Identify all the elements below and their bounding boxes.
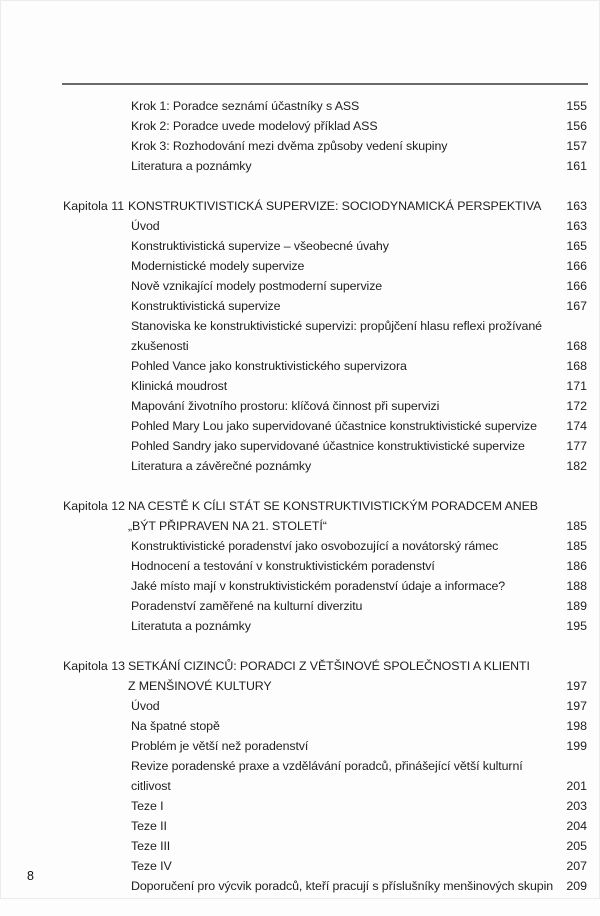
entry-title: Teze III (131, 839, 171, 853)
toc-entry[interactable] (0, 576, 600, 596)
toc-entry[interactable] (0, 136, 600, 156)
entry-page-number: 167 (566, 299, 587, 313)
toc-entry[interactable] (0, 276, 600, 296)
entry-page-number: 163 (566, 219, 587, 233)
toc-entry[interactable] (0, 356, 600, 376)
entry-page-number: 165 (566, 239, 587, 253)
entry-page-number: 199 (566, 739, 587, 753)
chapter-heading[interactable] (0, 196, 600, 216)
entry-title: Mapování životního prostoru: klíčová činnost při supervizi (131, 399, 440, 413)
toc-entry[interactable] (0, 416, 600, 436)
entry-title: citlivost (131, 779, 171, 793)
entry-title: Poradenství zaměřené na kulturní diverzitu (131, 599, 363, 613)
entry-page-number: 189 (566, 599, 587, 613)
chapter-heading-continued[interactable] (0, 516, 600, 536)
entry-page-number: 182 (566, 459, 587, 473)
entry-page-number: 155 (566, 99, 587, 113)
toc-entry[interactable] (0, 236, 600, 256)
entry-page-number: 157 (566, 139, 587, 153)
entry-title: zkušenosti (131, 339, 189, 353)
toc-chapter-section (0, 196, 600, 476)
toc-entry[interactable] (0, 836, 600, 856)
entry-title: Pohled Sandry jako supervidované účastnice konstruktivistické supervize (131, 439, 525, 453)
chapter-title: Z MENŠINOVÉ KULTURY (128, 679, 272, 693)
entry-title: Teze I (131, 799, 164, 813)
entry-title: Klinická moudrost (131, 379, 228, 393)
entry-title: Na špatné stopě (131, 719, 220, 733)
entry-title: Doporučení pro výcvik poradců, kteří pracují s příslušníky menšinových skupin (131, 879, 553, 893)
entry-title: Pohled Vance jako konstruktivistického supervizora (131, 359, 407, 373)
toc-entry[interactable] (0, 736, 600, 756)
entry-title: Nově vznikající modely postmoderní supervize (131, 279, 383, 293)
toc-entry[interactable] (0, 816, 600, 836)
toc-entry[interactable] (0, 596, 600, 616)
toc-entry[interactable] (0, 156, 600, 176)
entry-title: Literatuta a poznámky (131, 619, 251, 633)
entry-title: Konstruktivistické poradenství jako osvobozující a novátorský rámec (131, 539, 499, 553)
entry-page-number: 171 (566, 379, 587, 393)
toc-entry[interactable] (0, 116, 600, 136)
entry-page-number: 161 (566, 159, 587, 173)
toc-entry[interactable] (0, 556, 600, 576)
header-rule (62, 83, 588, 85)
chapter-page-number: 197 (566, 679, 587, 693)
label-column (63, 496, 128, 516)
entry-page-number: 201 (566, 779, 587, 793)
label-column (63, 196, 128, 216)
toc-entry[interactable] (0, 716, 600, 736)
toc-entry[interactable] (0, 756, 600, 776)
chapter-page-number: 163 (566, 199, 587, 213)
chapter-heading-continued[interactable] (0, 676, 600, 696)
entry-page-number: 166 (566, 259, 587, 273)
entry-title: Stanoviska ke konstruktivistické supervizi: propůjčení hlasu reflexi prožívané (131, 319, 542, 333)
entry-title: Literatura a poznámky (131, 159, 252, 173)
entry-title: Teze II (131, 819, 167, 833)
entry-title: Literatura a závěrečné poznámky (131, 459, 312, 473)
entry-title: Revize poradenské praxe a vzdělávání poradců, přinášející větší kulturní (131, 759, 523, 773)
entry-page-number: 166 (566, 279, 587, 293)
toc-entry-continued[interactable] (0, 336, 600, 356)
entry-page-number: 168 (566, 339, 587, 353)
chapter-title: KONSTRUKTIVISTICKÁ SUPERVIZE: SOCIODYNAMICKÁ PERSPEKTIVA (128, 199, 542, 213)
chapter-label: Kapitola 12 (63, 499, 126, 513)
chapter-label: Kapitola 13 (63, 659, 126, 673)
toc-entry[interactable] (0, 316, 600, 336)
entry-page-number: 204 (566, 819, 587, 833)
toc-entry[interactable] (0, 796, 600, 816)
chapter-label: Kapitola 11 (63, 199, 125, 213)
chapter-heading[interactable] (0, 656, 600, 676)
toc-entry[interactable] (0, 96, 600, 116)
entry-title: Modernistické modely supervize (131, 259, 305, 273)
chapter-title: NA CESTĚ K CÍLI STÁT SE KONSTRUKTIVISTICKÝM PORADCEM ANEB (128, 499, 538, 513)
toc-entry[interactable] (0, 536, 600, 556)
entry-page-number: 198 (566, 719, 587, 733)
toc-chapter-section (0, 656, 600, 896)
entry-title: Krok 3: Rozhodování mezi dvěma způsoby vedení skupiny (131, 139, 448, 153)
entry-title: Pohled Mary Lou jako supervidované účastnice konstruktivistické supervize (131, 419, 537, 433)
toc-entry[interactable] (0, 696, 600, 716)
entry-page-number: 186 (566, 559, 587, 573)
toc-chapter-section (0, 496, 600, 636)
entry-title: Úvod (131, 699, 160, 713)
toc-entry[interactable] (0, 436, 600, 456)
toc-entry-continued[interactable] (0, 776, 600, 796)
toc-entry[interactable] (0, 296, 600, 316)
toc-entry[interactable] (0, 376, 600, 396)
entry-page-number: 156 (566, 119, 587, 133)
chapter-title: SETKÁNÍ CIZINCŮ: PORADCI Z VĚTŠINOVÉ SPOLEČNOSTI A KLIENTI (128, 659, 530, 673)
entry-title: Krok 1: Poradce seznámí účastníky s ASS (131, 99, 360, 113)
toc-entry[interactable] (0, 216, 600, 236)
entry-page-number: 168 (566, 359, 587, 373)
page-number: 8 (27, 869, 34, 883)
entry-page-number: 185 (566, 539, 587, 553)
entry-title: Teze IV (131, 859, 172, 873)
entry-title: Konstruktivistická supervize (131, 299, 281, 313)
entry-page-number: 203 (566, 799, 587, 813)
entry-title: Konstruktivistická supervize – všeobecné úvahy (131, 239, 389, 253)
toc-entry[interactable] (0, 856, 600, 876)
entry-title: Krok 2: Poradce uvede modelový příklad ASS (131, 119, 378, 133)
table-of-contents (0, 96, 600, 916)
entry-page-number: 174 (566, 419, 587, 433)
entry-page-number: 177 (566, 439, 587, 453)
chapter-heading[interactable] (0, 496, 600, 516)
entry-page-number: 205 (566, 839, 587, 853)
toc-continued-section (0, 96, 600, 176)
entry-page-number: 207 (566, 859, 587, 873)
toc-entry[interactable] (0, 456, 600, 476)
entry-page-number: 197 (566, 699, 587, 713)
entry-page-number: 195 (566, 619, 587, 633)
toc-entry[interactable] (0, 616, 600, 636)
entry-page-number: 188 (566, 579, 587, 593)
toc-entry[interactable] (0, 876, 600, 896)
entry-title: Jaké místo mají v konstruktivistickém poradenství údaje a informace? (131, 579, 506, 593)
toc-entry[interactable] (0, 256, 600, 276)
label-column (63, 656, 128, 676)
toc-entry[interactable] (0, 396, 600, 416)
chapter-title: „BÝT PŘIPRAVEN NA 21. STOLETÍ“ (128, 519, 327, 533)
entry-title: Hodnocení a testování v konstruktivistickém poradenství (131, 559, 435, 573)
entry-title: Problém je větší než poradenství (131, 739, 309, 753)
entry-title: Úvod (131, 219, 160, 233)
entry-page-number: 172 (566, 399, 587, 413)
chapter-page-number: 185 (566, 519, 587, 533)
entry-page-number: 209 (566, 879, 587, 893)
